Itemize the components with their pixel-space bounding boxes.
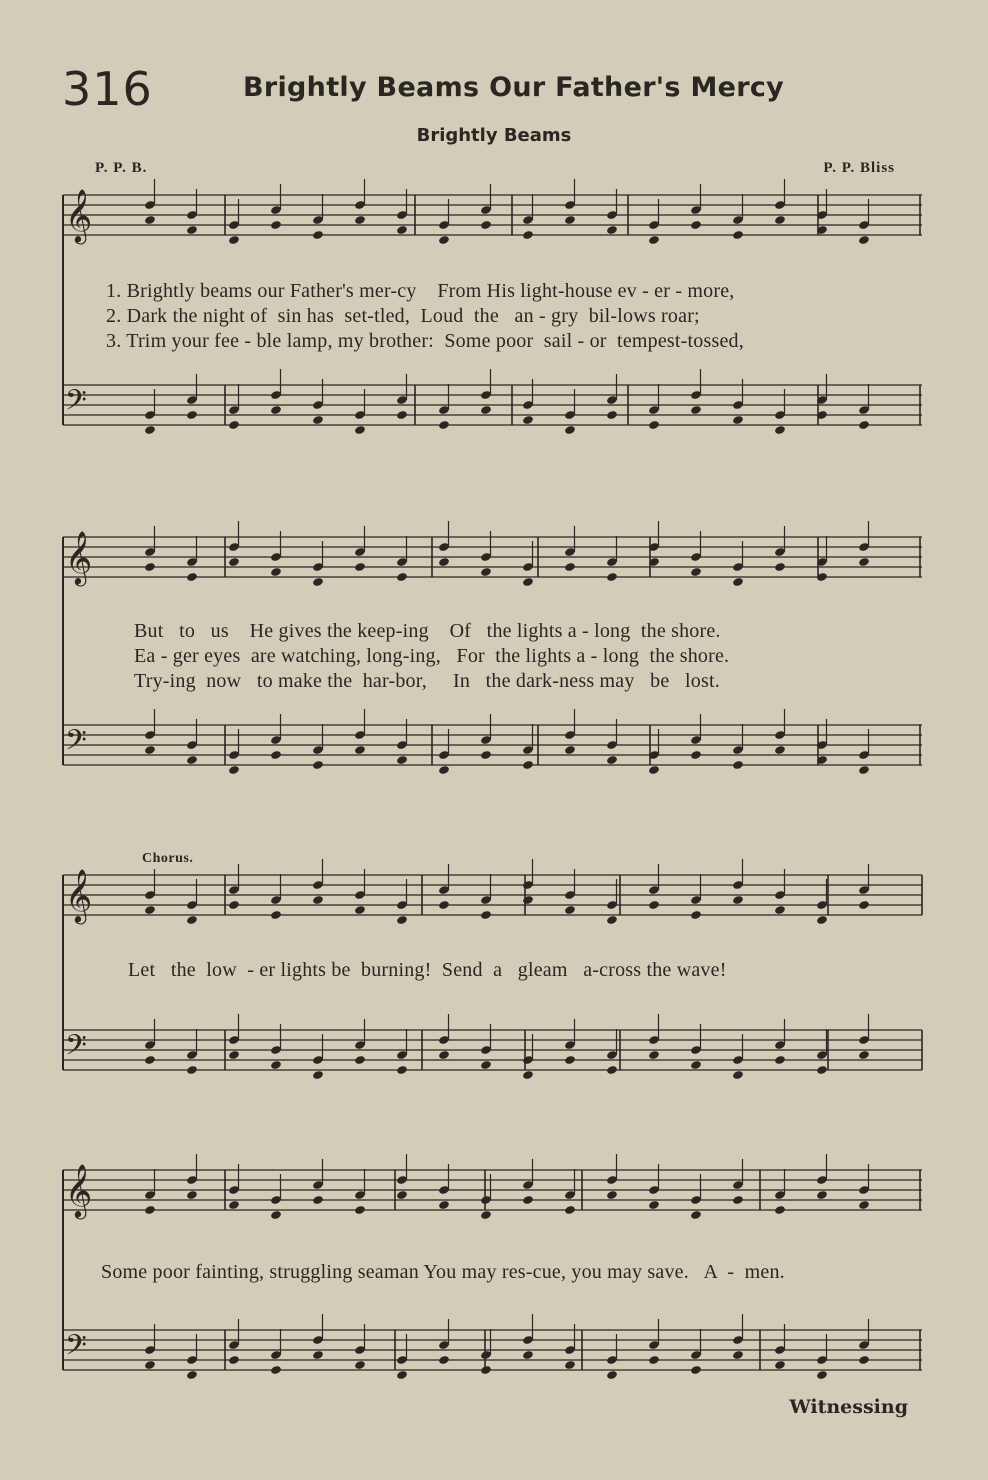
- note-head: [270, 405, 282, 415]
- lyric-line: Some poor fainting, struggling seaman You may res-cue, you may save. A - men.: [101, 1261, 785, 1283]
- note-head: [228, 557, 240, 567]
- note-head: [228, 765, 240, 775]
- note-head: [396, 572, 408, 582]
- note-head: [732, 760, 744, 770]
- note-head: [186, 572, 198, 582]
- note-head: [690, 1060, 702, 1070]
- tune-name: Brightly Beams: [416, 125, 572, 146]
- note-head: [732, 1195, 744, 1205]
- note-head: [564, 905, 576, 915]
- note-head: [144, 1205, 156, 1215]
- note-head: [606, 410, 618, 420]
- treble-clef-icon: 𝄞: [65, 868, 93, 922]
- note-head: [774, 1205, 786, 1215]
- treble-clef-icon: 𝄞: [65, 188, 93, 242]
- note-head: [144, 745, 156, 755]
- note-head: [312, 230, 324, 240]
- note-head: [186, 410, 198, 420]
- note-head: [186, 1370, 198, 1380]
- note-head: [438, 235, 450, 245]
- note-head: [396, 1190, 408, 1200]
- note-head: [396, 1065, 408, 1075]
- note-head: [774, 562, 786, 572]
- note-head: [438, 420, 450, 430]
- bass-clef-icon: 𝄢: [65, 384, 87, 424]
- note-head: [606, 1065, 618, 1075]
- note-head: [648, 420, 660, 430]
- note-head: [480, 1060, 492, 1070]
- note-head: [858, 1355, 870, 1365]
- bass-clef-icon: 𝄢: [65, 1029, 87, 1069]
- note-head: [270, 750, 282, 760]
- note-head: [858, 765, 870, 775]
- note-head: [732, 895, 744, 905]
- note-head: [438, 1200, 450, 1210]
- note-head: [354, 745, 366, 755]
- chorus-label: Chorus.: [142, 851, 194, 866]
- note-head: [858, 900, 870, 910]
- note-head: [564, 562, 576, 572]
- lyric-line: Try-ing now to make the har-bor, In the dark-ness may be lost.: [134, 670, 720, 692]
- note-head: [648, 900, 660, 910]
- note-head: [312, 1195, 324, 1205]
- note-head: [858, 235, 870, 245]
- note-head: [186, 755, 198, 765]
- note-head: [354, 425, 366, 435]
- lyric-line: But to us He gives the keep-ing Of the lights a - long the shore.: [134, 620, 721, 642]
- note-head: [774, 905, 786, 915]
- note-head: [228, 1355, 240, 1365]
- note-head: [396, 1370, 408, 1380]
- note-head: [144, 1055, 156, 1065]
- note-head: [270, 1365, 282, 1375]
- note-head: [648, 235, 660, 245]
- note-head: [480, 405, 492, 415]
- note-head: [396, 410, 408, 420]
- note-head: [228, 1200, 240, 1210]
- note-head: [690, 405, 702, 415]
- note-head: [312, 577, 324, 587]
- note-head: [228, 420, 240, 430]
- note-head: [774, 745, 786, 755]
- note-head: [816, 1190, 828, 1200]
- note-head: [858, 557, 870, 567]
- note-head: [480, 1210, 492, 1220]
- hymn-number: 316: [62, 62, 153, 116]
- note-head: [690, 1365, 702, 1375]
- note-head: [690, 910, 702, 920]
- note-head: [312, 415, 324, 425]
- note-head: [270, 1060, 282, 1070]
- note-head: [522, 1070, 534, 1080]
- note-head: [522, 1350, 534, 1360]
- note-head: [480, 910, 492, 920]
- note-head: [606, 1190, 618, 1200]
- note-head: [144, 1360, 156, 1370]
- bass-clef-icon: 𝄢: [65, 724, 87, 764]
- lyric-line: 2. Dark the night of sin has set-tled, Loud the an - gry bil-lows roar;: [106, 305, 700, 327]
- note-head: [354, 215, 366, 225]
- note-head: [396, 755, 408, 765]
- note-head: [354, 1205, 366, 1215]
- words-credit: P. P. B.: [95, 160, 148, 176]
- note-head: [606, 572, 618, 582]
- note-head: [312, 1350, 324, 1360]
- note-head: [564, 745, 576, 755]
- note-head: [732, 1350, 744, 1360]
- note-head: [480, 1365, 492, 1375]
- note-head: [186, 915, 198, 925]
- note-head: [564, 425, 576, 435]
- note-head: [144, 562, 156, 572]
- note-head: [438, 1050, 450, 1060]
- note-head: [354, 905, 366, 915]
- note-head: [186, 1190, 198, 1200]
- note-head: [396, 915, 408, 925]
- note-head: [480, 567, 492, 577]
- note-head: [732, 230, 744, 240]
- note-head: [606, 1370, 618, 1380]
- note-head: [522, 230, 534, 240]
- lyric-line: Let the low - er lights be burning! Send a gleam a-cross the wave!: [128, 959, 727, 981]
- note-head: [354, 562, 366, 572]
- note-head: [648, 1050, 660, 1060]
- note-head: [816, 1370, 828, 1380]
- note-head: [312, 895, 324, 905]
- note-head: [144, 215, 156, 225]
- note-head: [144, 425, 156, 435]
- note-head: [228, 235, 240, 245]
- note-head: [606, 915, 618, 925]
- note-head: [312, 1070, 324, 1080]
- hymn-title: Brightly Beams Our Father's Mercy: [243, 72, 785, 103]
- note-head: [648, 765, 660, 775]
- note-head: [816, 915, 828, 925]
- note-head: [648, 1200, 660, 1210]
- note-head: [606, 755, 618, 765]
- note-head: [186, 225, 198, 235]
- note-head: [690, 220, 702, 230]
- note-head: [732, 577, 744, 587]
- note-head: [228, 900, 240, 910]
- lyric-line: 1. Brightly beams our Father's mer-cy From His light-house ev - er - more,: [106, 280, 735, 302]
- music-credit: P. P. Bliss: [823, 160, 895, 176]
- note-head: [480, 220, 492, 230]
- lyric-line: Ea - ger eyes are watching, long-ing, For the lights a - long the shore.: [134, 645, 730, 667]
- note-head: [270, 1210, 282, 1220]
- note-head: [564, 1360, 576, 1370]
- note-head: [774, 425, 786, 435]
- note-head: [438, 557, 450, 567]
- note-head: [522, 760, 534, 770]
- note-head: [438, 765, 450, 775]
- note-head: [774, 215, 786, 225]
- note-head: [396, 225, 408, 235]
- note-head: [816, 1065, 828, 1075]
- note-head: [270, 220, 282, 230]
- note-head: [690, 1210, 702, 1220]
- note-head: [270, 567, 282, 577]
- note-head: [606, 225, 618, 235]
- note-head: [522, 577, 534, 587]
- note-head: [186, 1065, 198, 1075]
- note-head: [270, 910, 282, 920]
- note-head: [774, 1360, 786, 1370]
- note-head: [858, 1050, 870, 1060]
- note-head: [564, 1055, 576, 1065]
- section-footer: Witnessing: [789, 1396, 908, 1418]
- bass-clef-icon: 𝄢: [65, 1329, 87, 1369]
- note-head: [522, 895, 534, 905]
- note-head: [648, 1355, 660, 1365]
- note-head: [564, 1205, 576, 1215]
- note-head: [354, 1360, 366, 1370]
- note-head: [564, 215, 576, 225]
- note-head: [144, 905, 156, 915]
- treble-clef-icon: 𝄞: [65, 1163, 93, 1217]
- note-head: [522, 1195, 534, 1205]
- note-head: [438, 900, 450, 910]
- note-head: [858, 1200, 870, 1210]
- note-head: [480, 750, 492, 760]
- note-head: [690, 750, 702, 760]
- note-head: [354, 1055, 366, 1065]
- note-head: [312, 760, 324, 770]
- note-head: [228, 1050, 240, 1060]
- note-head: [732, 415, 744, 425]
- note-head: [522, 415, 534, 425]
- note-head: [858, 420, 870, 430]
- lyric-line: 3. Trim your fee - ble lamp, my brother: Some poor sail - or tempest-tossed,: [106, 330, 744, 352]
- note-head: [732, 1070, 744, 1080]
- note-head: [438, 1355, 450, 1365]
- note-head: [690, 567, 702, 577]
- treble-clef-icon: 𝄞: [65, 530, 93, 584]
- note-head: [774, 1055, 786, 1065]
